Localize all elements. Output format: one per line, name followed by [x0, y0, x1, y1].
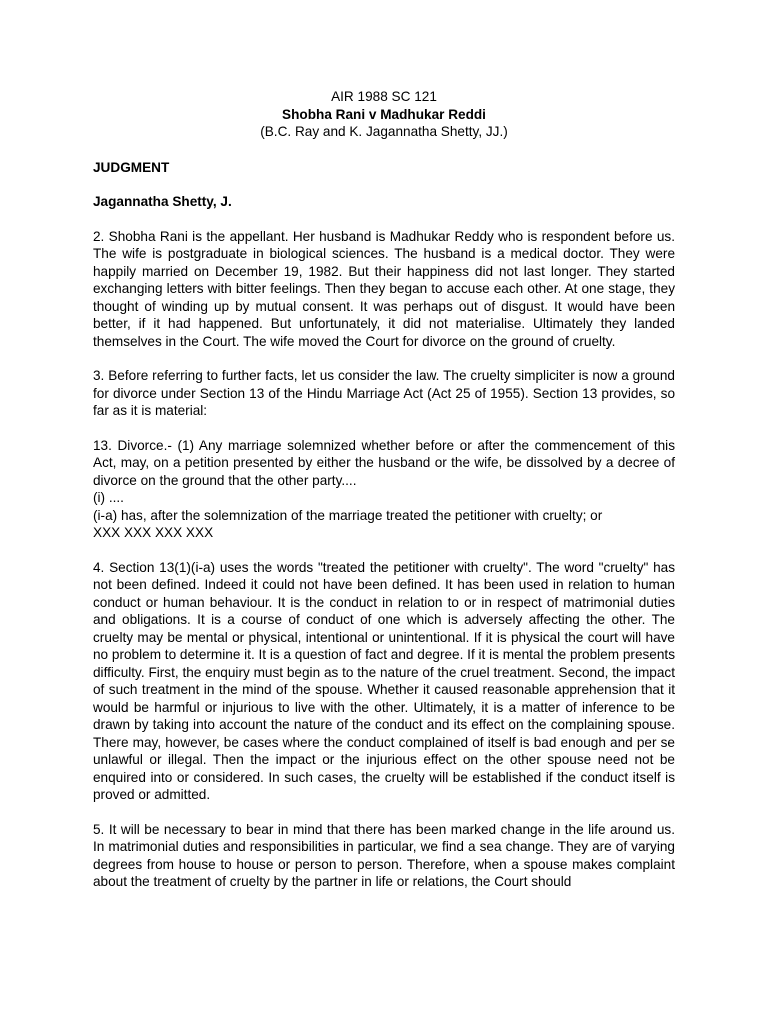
- section-13-text: 13. Divorce.- (1) Any marriage solemnized whether before or after the commencement of this Act, may, on a petition presented by either the husband or the wife, be dissolved by a decree of divorce on the ground that the other party....: [93, 437, 675, 488]
- case-header: [93, 88, 675, 141]
- paragraph-5: 5. It will be necessary to bear in mind that there has been marked change in the life around us. In matrimonial duties and responsibilities in particular, we find a sea change. They are of varying degrees from house to house or person to person. Therefore, when a spouse makes complaint about the treatment of cruelty by the partner in life or relations, the Court should: [93, 821, 675, 889]
- judge-name: Jagannatha Shetty, J.: [93, 194, 232, 209]
- clause-i: (i) ....: [93, 490, 124, 505]
- paragraph-2: 2. Shobha Rani is the appellant. Her husband is Madhukar Reddy who is respondent before us. The wife is postgraduate in biological sciences. The husband is a medical doctor. They were happily married on December 19, 1982. But their happiness did not last longer. They started exchanging letters with bitter feelings. Then they began to accuse each other. At one stage, they thought of winding up by mutual consent. It was perhaps out of disgust. It would have been better, if it had happened. But unfortunately, it did not materialise. Ultimately they landed themselves in the Court. The wife moved the Court for divorce on the ground of cruelty.: [93, 228, 675, 349]
- case-bench: (B.C. Ray and K. Jagannatha Shetty, JJ.): [260, 124, 508, 139]
- case-title: Shobha Rani v Madhukar Reddi: [282, 106, 486, 122]
- case-citation: AIR 1988 SC 121: [331, 89, 437, 104]
- judgment-heading: JUDGMENT: [93, 159, 170, 175]
- paragraph-4: 4. Section 13(1)(i-a) uses the words "treated the petitioner with cruelty". The word "cruelty" has not been defined. Indeed it could not have been defined. It has been used in relation to human conduct or human behaviour. It is the conduct in relation to or in respect of matrimonial duties and obligations. It is a course of conduct of one which is adversely affecting the other. The cruelty may be mental or physical, intentional or unintentional. If it is physical the court will have no problem to determine it. It is a question of fact and degree. If it is mental the problem presents difficulty. First, the enquiry must begin as to the nature of the cruel treatment. Second, the impact of such treatment in the mind of the spouse. Whether it caused reasonable apprehension that it would be harmful or injurious to live with the other. Ultimately, it is a matter of inference to be drawn by taking into account the nature of the conduct and its effect on the complaining spouse. There may, however, be cases where the conduct complained of itself is bad enough and per se unlawful or illegal. Then the impact or the injurious effect on the other spouse need not be enquired into or considered. In such cases, the cruelty will be established if the conduct itself is proved or admitted.: [93, 559, 675, 802]
- paragraph-3: 3. Before referring to further facts, let us consider the law. The cruelty simpliciter is now a ground for divorce under Section 13 of the Hindu Marriage Act (Act 25 of 1955). Section 13 provides, so far as it is material:: [93, 368, 675, 418]
- statute-quote: [93, 437, 675, 542]
- clause-i-a: (i-a) has, after the solemnization of the marriage treated the petitioner with cruelty; or: [93, 507, 603, 523]
- omission-marker: XXX XXX XXX XXX: [93, 525, 214, 540]
